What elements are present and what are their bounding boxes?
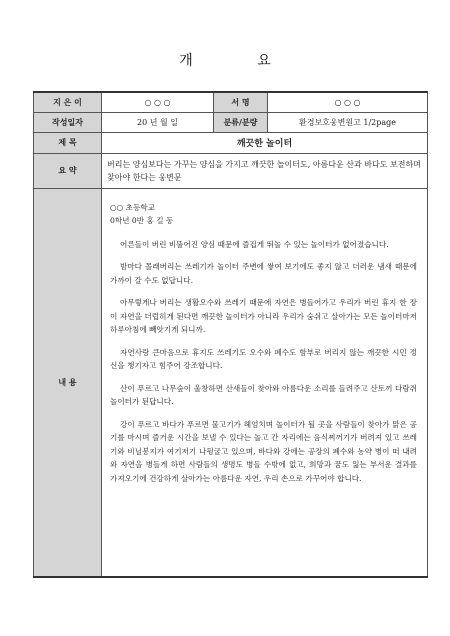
content-label: 내 용 (34, 188, 102, 577)
school-name: ○○ 초등학교 (110, 202, 156, 212)
subject-value: 깨끗한 놀이터 (102, 132, 428, 153)
summary-label: 요 약 (34, 153, 102, 188)
document-title: 개 요 (179, 53, 301, 69)
subject-label: 제 목 (34, 132, 102, 153)
content-paragraph: 산이 푸르고 나무숲이 울창하면 산새들이 찾아와 아름다운 소리를 들려주고 산토끼 다람쥐 놀이터가 된답니다. (110, 383, 417, 406)
signature-value: ○ ○ ○ (268, 92, 428, 112)
content-body (102, 188, 428, 577)
author-value: ○ ○ ○ (102, 92, 214, 112)
content-paragraph: 어른들이 버린 비뚤어진 양심 때문에 즐겁게 뛰놀 수 있는 놀이터가 없어졌습니다. (120, 239, 389, 249)
student-name: 0학년 0반 홍 길 동 (110, 216, 174, 225)
content-paragraph: 아무렇게나 버리는 생활오수와 쓰레기 때문에 자연은 병들어가고 우리가 버린 휴지 한 장이 자연을 더럽히게 된다면 깨끗한 놀이터가 아니라 우리가 숨쉬고 살아가는 모든 놀이터마저 하루아침에 빼앗기게 되니까. (110, 298, 417, 334)
content-paragraph: 자연사랑 큰마음으로 휴지도 쓰레기도 오수와 폐수도 함부로 버리지 않는 깨끗한 시민 정신을 챙기자고 힘주어 강조합니다. (110, 347, 417, 370)
author-label: 지 은 이 (34, 92, 102, 112)
content-paragraph: 밤마다 몰래버리는 쓰레기가 놀이터 주변에 쌓여 보기에도 좋지 않고 더러운 냄새 때문에 가까이 갈 수도 없답니다. (110, 262, 417, 285)
date-label: 작성일자 (34, 112, 102, 132)
summary-value: 버리는 양심보다는 가꾸는 양심을 가지고 깨끗한 놀이터도, 아름다운 산과 바다도 보전하며 찾아야 한다는 웅변문 (102, 153, 428, 188)
category-value: 환경보호웅변원고 1/2page (268, 112, 428, 132)
category-label: 분류/분량 (214, 112, 268, 132)
signature-label: 서 명 (214, 92, 268, 112)
date-value: 20 년 월 일 (102, 112, 214, 132)
summary-form-table (33, 91, 428, 578)
content-paragraph: 강이 푸르고 바다가 푸르면 물고기가 헤엄치며 놀이터가 될 곳을 사람들이 찾아가 맑은 공기를 마시며 즐거운 시간을 보낼 수 있다는 놀고 간 자리에는 음식찌꺼기가 버려져 있고 쓰레기와 비닐봉지가 여기저기 나뒹굴고 있으며, 바다와 강에는 공장의 폐수와 농약 병이 떠 내려와 자연을 병들게 하면 사람들의 생명도 병들 수밖에 없고, 희망과 꿈도 잃는 부서운 결과를 가져오기에 건강하게 살아가는 아름다운 자연, 우리 손으로 가꾸어야 합니다. (110, 419, 417, 483)
